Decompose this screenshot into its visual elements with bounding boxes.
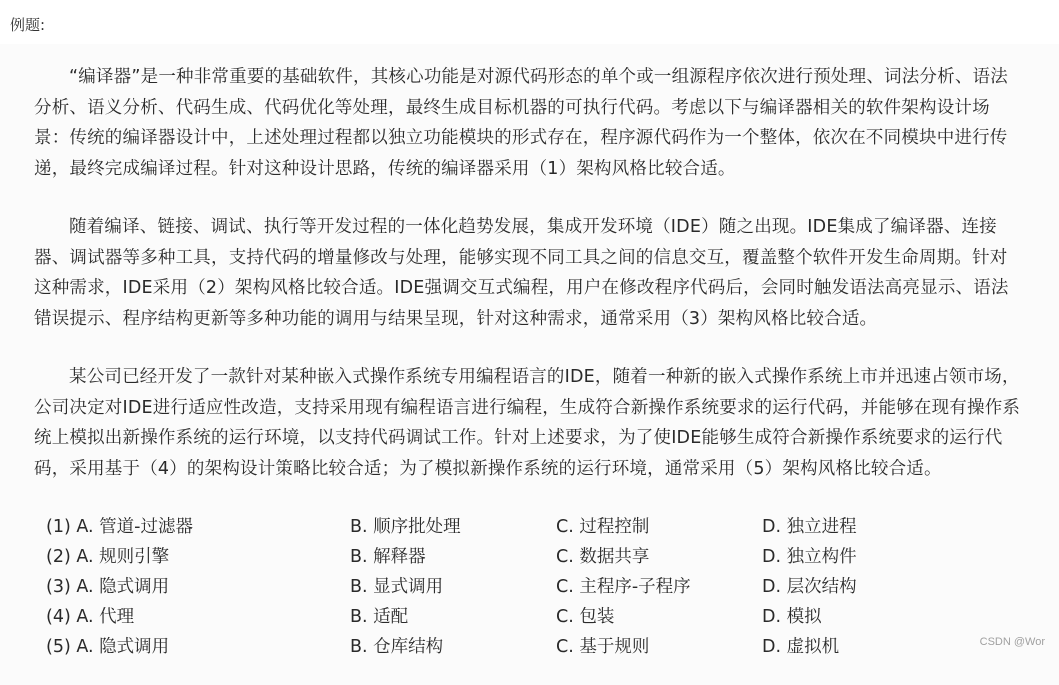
option-3-b: B. 显式调用 xyxy=(350,577,444,597)
option-1-d: D. 独立进程 xyxy=(762,517,857,537)
option-1-b: B. 顺序批处理 xyxy=(350,517,461,537)
option-3-c: C. 主程序-子程序 xyxy=(556,577,691,597)
option-row-3 xyxy=(46,573,1006,603)
option-row-2 xyxy=(46,543,1006,573)
option-4-a: (4) A. 代理 xyxy=(46,607,135,627)
option-2-b: B. 解释器 xyxy=(350,547,426,567)
option-1-a: (1) A. 管道-过滤器 xyxy=(46,517,193,537)
option-5-a: (5) A. 隐式调用 xyxy=(46,637,170,657)
option-row-1 xyxy=(46,513,1006,543)
option-1-c: C. 过程控制 xyxy=(556,517,650,537)
option-row-5 xyxy=(46,633,1006,663)
option-2-a: (2) A. 规则引擎 xyxy=(46,547,170,567)
option-4-b: B. 适配 xyxy=(350,607,409,627)
option-5-c: C. 基于规则 xyxy=(556,637,650,657)
option-row-4 xyxy=(46,603,1006,633)
question-paragraph-1: “编译器”是一种非常重要的基础软件，其核心功能是对源代码形态的单个或一组源程序依次进行预处理、词法分析、语法分析、语义分析、代码生成、代码优化等处理，最终生成目标机器的可执行代码。考虑以下与编译器相关的软件架构设计场景：传统的编译器设计中，上述处理过程都以独立功能模块的形式存在，程序源代码作为一个整体，依次在不同模块中进行传递，最终完成编译过程。针对这种设计思路，传统的编译器采用（1）架构风格比较合适。 xyxy=(34,67,1008,179)
option-5-d: D. 虚拟机 xyxy=(762,637,840,657)
option-3-a: (3) A. 隐式调用 xyxy=(46,577,170,597)
example-heading: 例题: xyxy=(10,16,46,34)
csdn-watermark: CSDN @Wor xyxy=(979,636,1045,648)
option-5-b: B. 仓库结构 xyxy=(350,637,444,657)
option-4-c: C. 包装 xyxy=(556,607,615,627)
option-2-d: D. 独立构件 xyxy=(762,547,857,567)
option-2-c: C. 数据共享 xyxy=(556,547,650,567)
question-paragraph-2: 随着编译、链接、调试、执行等开发过程的一体化趋势发展，集成开发环境（IDE）随之出现。IDE集成了编译器、连接器、调试器等多种工具，支持代码的增量修改与处理，能够实现不同工具之间的信息交互，覆盖整个软件开发生命周期。针对这种需求，IDE采用（2）架构风格比较合适。IDE强调交互式编程，用户在修改程序代码后，会同时触发语法高亮显示、语法错误提示、程序结构更新等多种功能的调用与结果呈现，针对这种需求，通常采用（3）架构风格比较合适。 xyxy=(34,217,1009,329)
question-paragraph-3: 某公司已经开发了一款针对某种嵌入式操作系统专用编程语言的IDE，随着一种新的嵌入式操作系统上市并迅速占领市场，公司决定对IDE进行适应性改造，支持采用现有编程语言进行编程，生成符合新操作系统要求的运行代码，并能够在现有操作系统上模拟出新操作系统的运行环境，以支持代码调试工作。针对上述要求，为了使IDE能够生成符合新操作系统要求的运行代码，采用基于（4）的架构设计策略比较合适；为了模拟新操作系统的运行环境，通常采用（5）架构风格比较合适。 xyxy=(34,367,1021,479)
option-3-d: D. 层次结构 xyxy=(762,577,857,597)
option-4-d: D. 模拟 xyxy=(762,607,822,627)
